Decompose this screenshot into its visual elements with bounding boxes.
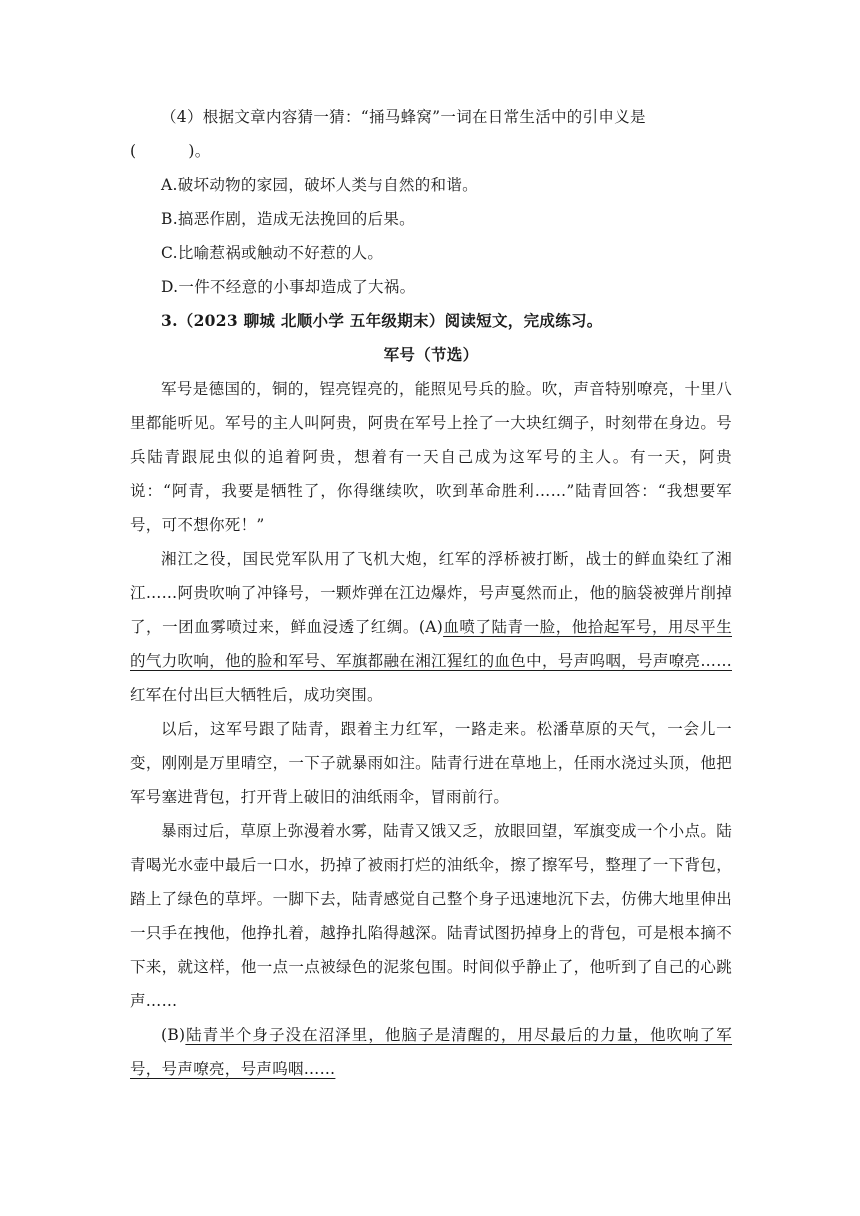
underlined-sentence-b: 陆青半个身子没在沼泽里，他脑子是清醒的，用尽最后的力量，他吹响了军号，号声嘹亮，号声呜咽……	[130, 1026, 732, 1078]
paragraph-2	[130, 542, 732, 712]
question-4-stem	[130, 100, 732, 134]
question-3-header: 3.（2023 聊城 北顺小学 五年级期末）阅读短文，完成练习。	[161, 311, 603, 330]
question-4-answer-blank: ( )。	[130, 142, 211, 160]
paragraph-4: 暴雨过后，草原上弥漫着水雾，陆青又饿又乏，放眼回望，军旗变成一个小点。陆青喝光水壶中最后一口水，扔掉了被雨打烂的油纸伞，擦了擦军号，整理了一下背包，踏上了绿色的草坪。一脚下去，陆青感觉自己整个身子迅速地沉下去，仿佛大地里伸出一只手在拽他，他挣扎着，越挣扎陷得越深。陆青试图扔掉身上的背包，可是根本摘不下来，就这样，他一点一点被绿色的泥浆包围。时间似乎静止了，他听到了自己的心跳声……	[130, 822, 732, 1010]
paragraph-2-ending: 红军在付出巨大牺牲后，成功突围。	[130, 686, 383, 704]
option-b: B.搞恶作剧，造成无法挽回的后果。	[161, 210, 415, 228]
option-c: C.比喻惹祸或触动不好惹的人。	[161, 244, 384, 262]
paragraph-2-text: 湘江之役，国民党军队用了飞机大炮，红军的浮桥被打断，战士的鲜血染红了湘江……阿贵吹响了冲锋号，一颗炸弹在江边爆炸，号声戛然而止，他的脑袋被弹片削掉了，一团血雾喷过来，鲜血浸透了红绸。(A)	[130, 550, 732, 636]
paragraph-1: 军号是德国的，铜的，锃亮锃亮的，能照见号兵的脸。吹，声音特别嘹亮，十里八里都能听见。军号的主人叫阿贵，阿贵在军号上拴了一大块红绸子，时刻带在身边。号兵陆青跟屁虫似的追着阿贵，想着有一天自己成为这军号的主人。有一天，阿贵说：“阿青，我要是牺牲了，你得继续吹，吹到革命胜利……”陆青回答：“我想要军号，可不想你死！”	[130, 380, 732, 534]
paragraph-5	[130, 1018, 732, 1086]
question-4-stem-text: （4）根据文章内容猜一猜：“捅马蜂窝”一词在日常生活中的引申义是	[161, 108, 646, 126]
paragraph-3: 以后，这军号跟了陆青，跟着主力红军，一路走来。松潘草原的天气，一会儿一变，刚刚是万里晴空，一下子就暴雨如注。陆青行进在草地上，任雨水浇过头顶，他把军号塞进背包，打开背上破旧的油纸雨伞，冒雨前行。	[130, 720, 732, 806]
underlined-sentence-a: 血喷了陆青一脸，他拾起军号，用尽平生的气力吹响，他的脸和军号、军旗都融在湘江猩红的血色中，号声呜咽，号声嘹亮……	[130, 618, 732, 670]
option-d: D.一件不经意的小事却造成了大祸。	[161, 278, 416, 296]
marker-b: (B)	[161, 1026, 186, 1044]
option-a: A.破坏动物的家园，破坏人类与自然的和谐。	[161, 176, 478, 194]
article-title: 军号（节选）	[383, 345, 479, 364]
